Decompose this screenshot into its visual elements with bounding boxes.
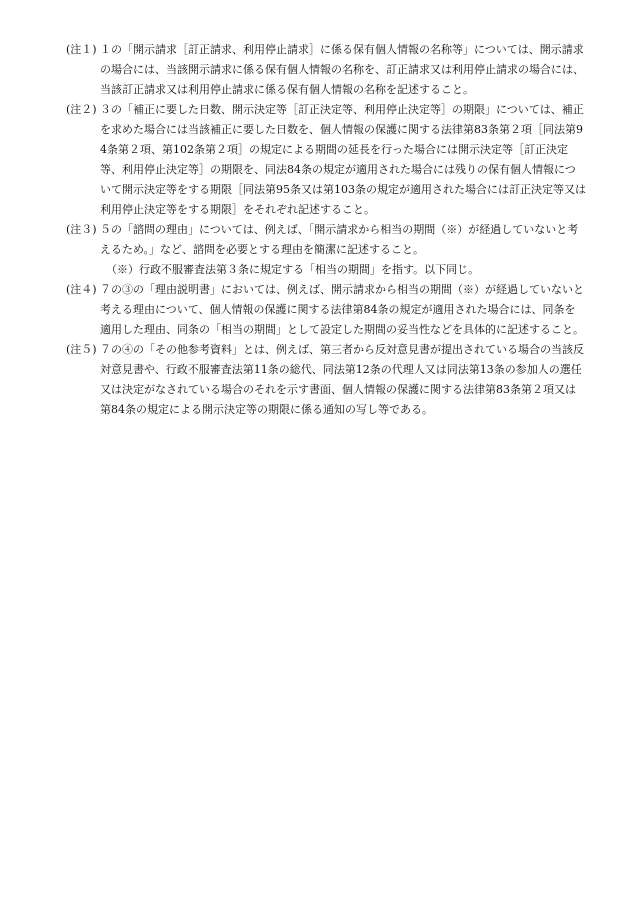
note-text: ７の④の「その他参考資料」とは、例えば、第三者から反対意見書が提出されている場合の当該反対意見書や、行政不服審査法第11条の総代、同法第12条の代理人又は同法第13条の参加人の選任又は決定がなされている場合のそれを示す書面、個人情報の保護に関する法律第83条第２項又は第84条の規定による開示決定等の期限に係る通知の写し等である。 [100,343,584,416]
note-label: (注３) [66,223,97,236]
note-label: (注１) [66,43,97,56]
note-5 [66,340,586,420]
note-text: １の「開示請求［訂正請求、利用停止請求］に係る保有個人情報の名称等」については、開示請求の場合には、当該開示請求に係る保有個人情報の名称を、訂正請求又は利用停止請求の場合には、当該訂正請求又は利用停止請求に係る保有個人情報の名称を記述すること。 [100,43,584,96]
note-text: ７の③の「理由説明書」においては、例えば、開示請求から相当の期間（※）が経過していないと考える理由について、個人情報の保護に関する法律第84条の規定が適用された場合には、同条を適用した理由、同条の「相当の期間」として設定した期間の妥当性などを具体的に記述すること。 [100,283,584,336]
note-label: (注２) [66,103,97,116]
note-label: (注５) [66,343,97,356]
note-1 [66,40,586,100]
note-4 [66,280,586,340]
note-2 [66,100,586,220]
note-text: ５の「諮問の理由」については、例えば、「開示請求から相当の期間（※）が経過していないと考えるため。」など、諮問を必要とする理由を簡潔に記述すること。 [100,223,579,256]
note-label: (注４) [66,283,97,296]
notes-list [66,40,586,420]
note-3 [66,220,586,260]
note-text: ３の「補正に要した日数、開示決定等［訂正決定等、利用停止決定等］の期限」については、補正を求めた場合には当該補正に要した日数を、個人情報の保護に関する法律第83条第２項［同法第94条第２項、第102条第２項］の規定による期間の延長を行った場合には開示決定等［訂正決定等、利用停止決定等］の期限を、同法84条の規定が適用された場合には残りの保有個人情報について開示決定等をする期限［同法第95条又は第103条の規定が適用された場合には訂正決定等又は利用停止決定等をする期限］をそれぞれ記述すること。 [100,103,586,216]
note-3-footnote: （※）行政不服審査法第３条に規定する「相当の期間」を指す。以下同じ。 [106,263,480,276]
